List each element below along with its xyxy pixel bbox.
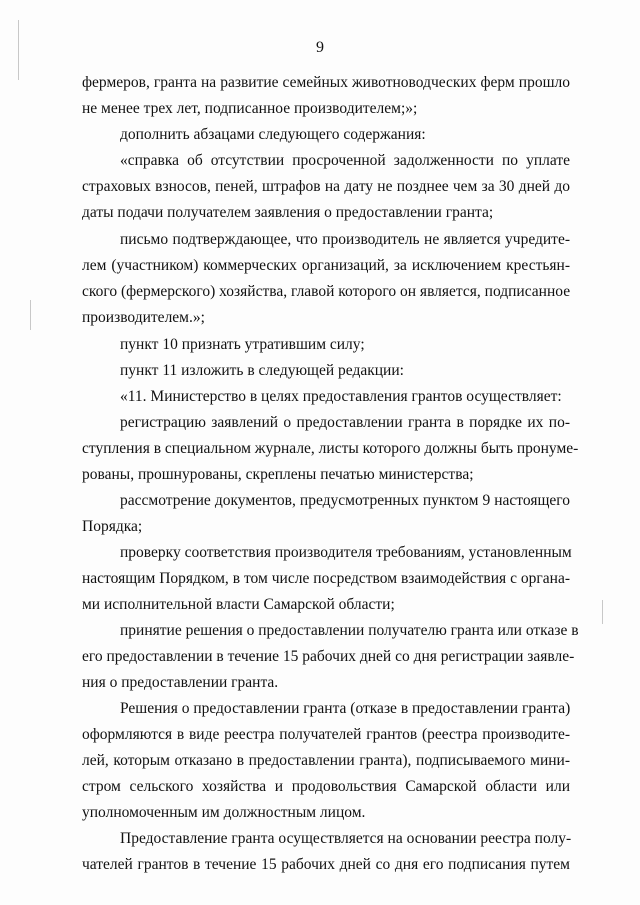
text-line: ступления в специальном журнале, листы которого должны быть пронуме- xyxy=(82,440,579,457)
text-line: Предоставление гранта осуществляется на основании реестра полу- xyxy=(120,830,572,847)
scan-artifact xyxy=(18,20,19,80)
text-line: оформляются в виде реестра получателей грантов (реестра производите- xyxy=(82,726,570,743)
text-line: принятие решения о предоставлении получателю гранта или отказе в xyxy=(120,622,579,639)
text-line: регистрацию заявлений о предоставлении гранта в порядке их по- xyxy=(120,414,570,431)
text-line: уполномоченным им должностным лицом. xyxy=(82,804,366,821)
text-line: ния о предоставлении гранта. xyxy=(82,674,279,691)
scan-artifact xyxy=(30,300,31,330)
text-line: «11. Министерство в целях предоставления грантов осуществляет: xyxy=(120,388,562,405)
text-line: стром сельского хозяйства и продовольствия Самарской области или xyxy=(82,778,570,795)
text-line: пункт 10 признать утратившим силу; xyxy=(120,336,365,353)
text-line: проверку соответствия производителя требованиям, установленным xyxy=(120,544,572,561)
text-line: лей, которым отказано в предоставлении гранта), подписываемого мини- xyxy=(82,752,570,769)
text-line: чателей грантов в течение 15 рабочих дней со дня его подписания путем xyxy=(82,856,570,873)
text-line: пункт 11 изложить в следующей редакции: xyxy=(120,362,404,379)
text-line: страховых взносов, пеней, штрафов на дату не позднее чем за 30 дней до xyxy=(82,178,570,195)
text-line: его предоставлении в течение 15 рабочих дней со дня регистрации заявле- xyxy=(82,648,575,665)
text-line: даты подачи получателем заявления о предоставлении гранта; xyxy=(82,204,494,221)
text-line: не менее трех лет, подписанное производителем;»; xyxy=(82,100,418,117)
text-line: Решения о предоставлении гранта (отказе в предоставлении гранта) xyxy=(120,700,571,717)
text-line: «справка об отсутствии просроченной задолженности по уплате xyxy=(120,152,570,169)
page-number: 9 xyxy=(316,39,324,56)
scan-artifact xyxy=(602,600,603,624)
text-line: рассмотрение документов, предусмотренных пунктом 9 настоящего xyxy=(120,492,570,509)
text-line: письмо подтверждающее, что производитель не является учредите- xyxy=(120,231,570,248)
text-line: производителем.»; xyxy=(82,309,205,326)
text-line: дополнить абзацами следующего содержания: xyxy=(120,126,426,143)
text-line: лем (участником) коммерческих организаций, за исключением крестьян- xyxy=(82,257,570,274)
text-line: ского (фермерского) хозяйства, главой которого он является, подписанное xyxy=(82,283,571,300)
text-line: настоящим Порядком, в том числе посредством взаимодействия с органа- xyxy=(82,570,570,587)
text-line: фермеров, гранта на развитие семейных животноводческих ферм прошло xyxy=(82,74,570,91)
text-line: рованы, прошнурованы, скреплены печатью министерства; xyxy=(82,466,474,483)
text-line: Порядка; xyxy=(82,518,143,535)
text-line: ми исполнительной власти Самарской области; xyxy=(82,596,395,613)
